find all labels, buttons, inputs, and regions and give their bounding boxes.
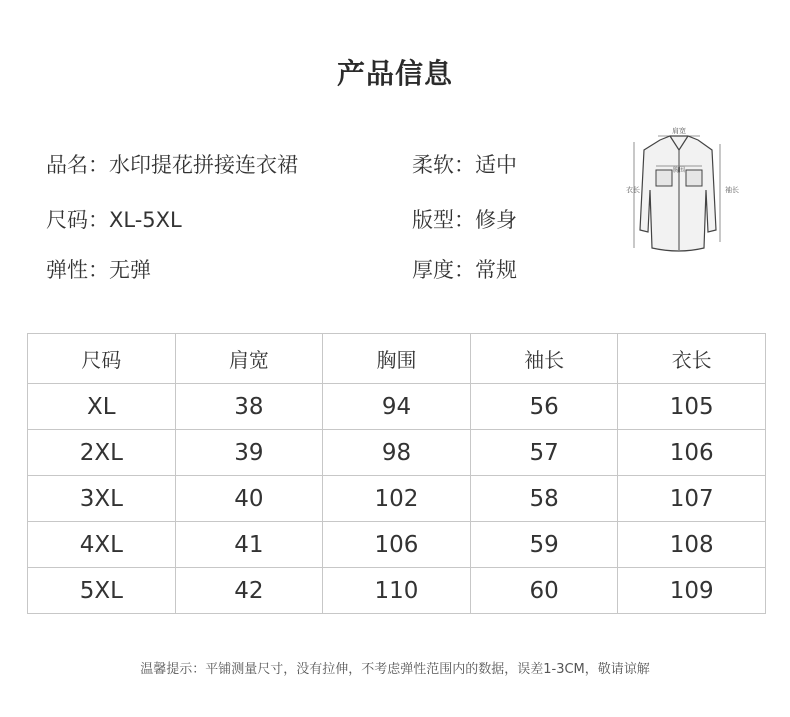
table-row (28, 476, 766, 522)
table-cell: XL (28, 384, 176, 430)
header-shoulder: 肩宽 (175, 334, 323, 384)
table-row (28, 430, 766, 476)
info-name-label: 品名 (46, 153, 88, 177)
table-cell: 56 (470, 384, 618, 430)
info-fit-label: 版型 (412, 208, 454, 232)
info-thickness-label: 厚度 (412, 258, 454, 282)
info-elastic-value: 无弹 (109, 258, 151, 282)
info-size (46, 204, 182, 234)
separator: ： (454, 258, 475, 282)
shirt-measurement-icon (612, 120, 742, 265)
info-elastic (46, 254, 151, 284)
left-pocket (656, 170, 672, 186)
shirt-body (640, 136, 716, 251)
right-pocket (686, 170, 702, 186)
info-soft (412, 149, 517, 179)
table-row (28, 384, 766, 430)
info-name (46, 149, 298, 179)
separator: ： (88, 153, 109, 177)
table-row (28, 522, 766, 568)
separator: ： (88, 258, 109, 282)
table-cell: 5XL (28, 568, 176, 614)
page-title: 产品信息 (336, 57, 453, 90)
info-size-value: XL-5XL (109, 208, 182, 232)
table-cell: 4XL (28, 522, 176, 568)
info-thickness (412, 254, 517, 284)
table-cell: 59 (470, 522, 618, 568)
separator: ： (454, 153, 475, 177)
table-cell: 109 (618, 568, 766, 614)
separator: ： (88, 208, 109, 232)
size-table (27, 333, 766, 614)
separator: ： (454, 208, 475, 232)
shoulder-label: 肩宽 (672, 127, 686, 135)
sleeve-label: 袖长 (725, 186, 739, 194)
info-name-value: 水印提花拼接连衣裙 (109, 153, 298, 177)
table-cell: 3XL (28, 476, 176, 522)
table-cell: 106 (323, 522, 471, 568)
header-size: 尺码 (28, 334, 176, 384)
table-cell: 41 (175, 522, 323, 568)
table-cell: 40 (175, 476, 323, 522)
header-chest: 胸围 (323, 334, 471, 384)
info-soft-label: 柔软 (412, 153, 454, 177)
info-fit (412, 204, 517, 234)
table-cell: 110 (323, 568, 471, 614)
info-soft-value: 适中 (475, 153, 517, 177)
length-label: 衣长 (626, 186, 640, 194)
table-cell: 108 (618, 522, 766, 568)
info-fit-value: 修身 (475, 208, 517, 232)
table-cell: 98 (323, 430, 471, 476)
chest-label: 胸围 (672, 167, 686, 174)
table-header-row (28, 334, 766, 384)
table-row (28, 568, 766, 614)
table-cell: 102 (323, 476, 471, 522)
info-thickness-value: 常规 (475, 258, 517, 282)
header-sleeve: 袖长 (470, 334, 618, 384)
header-length: 衣长 (618, 334, 766, 384)
table-cell: 42 (175, 568, 323, 614)
table-cell: 105 (618, 384, 766, 430)
table-cell: 38 (175, 384, 323, 430)
footnote: 温馨提示：平铺测量尺寸，没有拉伸，不考虑弹性范围内的数据，误差1-3CM，敬请谅解 (140, 662, 650, 677)
table-cell: 2XL (28, 430, 176, 476)
table-cell: 58 (470, 476, 618, 522)
table-cell: 39 (175, 430, 323, 476)
table-cell: 94 (323, 384, 471, 430)
info-elastic-label: 弹性 (46, 258, 88, 282)
info-size-label: 尺码 (46, 208, 88, 232)
table-cell: 60 (470, 568, 618, 614)
table-cell: 107 (618, 476, 766, 522)
table-cell: 106 (618, 430, 766, 476)
table-cell: 57 (470, 430, 618, 476)
